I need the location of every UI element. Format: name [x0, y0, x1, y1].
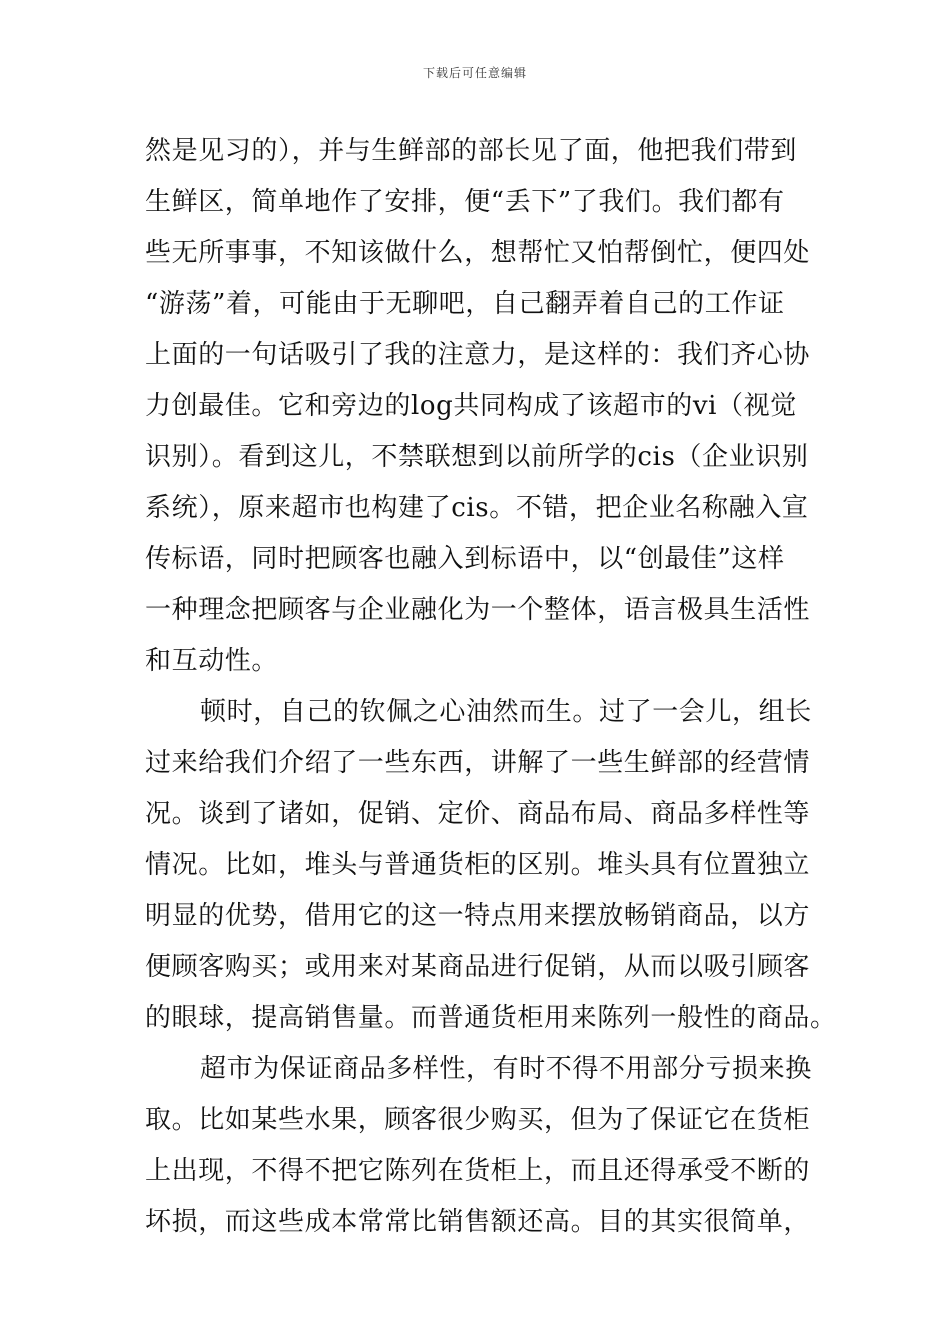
text-line: 系统），原来超市也构建了cis。不错，把企业名称融入宣 — [145, 493, 809, 523]
page-header: 下载后可任意编辑 — [422, 66, 527, 80]
paragraph-3 — [145, 1044, 812, 1248]
text-line: 情况。比如，堆头与普通货柜的区别。堆头具有位置独立 — [145, 850, 811, 880]
text-line: 的眼球，提高销售量。而普通货柜用来陈列一般性的商品。 — [145, 1003, 837, 1033]
text-line: 过来给我们介绍了一些东西，讲解了一些生鲜部的经营情 — [145, 748, 811, 778]
text-line: 识别）。看到这儿，不禁联想到以前所学的cis（企业识别 — [145, 442, 809, 472]
text-line: 些无所事事，不知该做什么，想帮忙又怕帮倒忙，便四处 — [145, 238, 811, 268]
text-line: 然是见习的），并与生鲜部的部长见了面，他把我们带到 — [145, 136, 798, 166]
text-line: 和互动性。 — [145, 646, 279, 676]
text-line: 坏损，而这些成本常常比销售额还高。目的其实很简单， — [145, 1207, 811, 1237]
text-line: 顿时，自己的钦佩之心油然而生。过了一会儿，组长 — [200, 697, 812, 727]
text-line: “游荡”着，可能由于无聊吧，自己翻弄着自己的工作证 — [145, 289, 785, 319]
text-line: 一种理念把顾客与企业融化为一个整体，语言极具生活性 — [145, 595, 811, 625]
document-body — [145, 126, 837, 1248]
text-line: 上出现，不得不把它陈列在货柜上，而且还得承受不断的 — [145, 1156, 811, 1186]
text-line: 传标语，同时把顾客也融入到标语中，以“创最佳”这样 — [145, 544, 785, 574]
text-line: 况。谈到了诸如，促销、定价、商品布局、商品多样性等 — [145, 799, 811, 829]
paragraph-1 — [145, 126, 811, 687]
text-line: 超市为保证商品多样性，有时不得不用部分亏损来换 — [200, 1054, 812, 1084]
text-line: 便顾客购买；或用来对某商品进行促销，从而以吸引顾客 — [145, 952, 811, 982]
text-line: 取。比如某些水果，顾客很少购买，但为了保证它在货柜 — [145, 1105, 811, 1135]
text-line: 力创最佳。它和旁边的log共同构成了该超市的vi（视觉 — [145, 391, 797, 421]
text-line: 明显的优势，借用它的这一特点用来摆放畅销商品，以方 — [145, 901, 811, 931]
paragraph-2 — [145, 687, 837, 1044]
text-line: 上面的一句话吸引了我的注意力，是这样的：我们齐心协 — [145, 340, 811, 370]
text-line: 生鲜区，简单地作了安排，便“丢下”了我们。我们都有 — [145, 187, 785, 217]
